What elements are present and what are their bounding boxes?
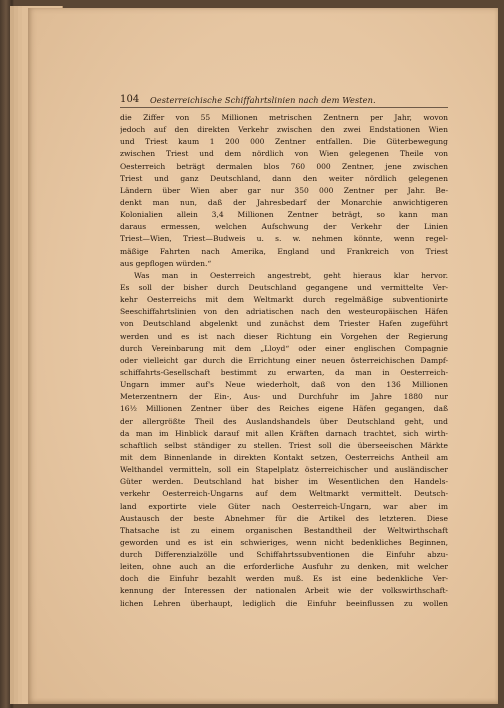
text-line: Seeschiffahrtslinien von den adriatischen nach den westeuropäischen Häfen — [120, 307, 448, 317]
text-line: durch Vereinbarung mit dem „Lloyd“ oder einer englischen Compagnie — [120, 343, 448, 353]
text-line: von Deutschland abgelenkt und zunächst dem Triester Hafen zugeführt — [120, 319, 448, 329]
text-line: 16½ Millionen Zentner über des Reiches eigene Häfen gegangen, daß — [120, 404, 448, 414]
text-line: verkehr Oesterreich-Ungarns auf dem Weltmarkt vermittelt. Deutsch- — [120, 489, 448, 499]
text-line: die Ziffer von 55 Millionen metrischen Zentnern per Jahr, wovon — [120, 113, 448, 122]
text-line: aus gepflogen würden.“ — [120, 258, 212, 268]
running-title: Oesterreichische Schiffahrtslinien nach dem Westen. — [150, 95, 376, 105]
text-line: mit dem Binnenlande in direkten Kontakt setzen, Oesterreichs Antheil am — [120, 452, 448, 462]
text-line: Triest und ganz Deutschland, dann den weiter nördlich gelegenen — [120, 173, 448, 183]
text-line: Austausch der beste Abnehmer für die Artikel des letzteren. Diese — [120, 513, 448, 523]
text-line: schiffahrts-Gesellschaft bestimmt zu erwarten, da man in Oesterreich- — [120, 367, 448, 377]
page-number: 104 — [120, 94, 140, 105]
text-line: Kolonialien allein 3,4 Millionen Zentner beträgt, so kann man — [120, 210, 448, 220]
text-line: Es soll der bisher durch Deutschland gegangene und vermittelte Ver- — [120, 282, 448, 292]
text-line: und Triest kaum 1 200 000 Zentner entfallen. Die Güterbewegung — [120, 137, 448, 147]
text-line: geworden und es ist ein schwieriges, wenn nicht bedenkliches Beginnen, — [120, 537, 448, 547]
text-line: der allergrößte Theil des Auslandshandels über Deutschland geht, und — [120, 416, 448, 426]
text-line: Meterzentnern der Ein-, Aus- und Durchfuhr im Jahre 1880 nur — [120, 392, 448, 402]
body-text — [120, 112, 448, 610]
text-line: zwischen Triest und dem nördlich von Wien gelegenen Theile von — [120, 149, 448, 159]
text-line: Güter werden. Deutschland hat bisher im Wesentlichen den Handels- — [120, 477, 448, 487]
text-line: kennung der Interessen der nationalen Arbeit wie der volkswirthschaft- — [120, 586, 448, 596]
text-line: mäßige Fahrten nach Amerika, England und Frankreich von Triest — [120, 246, 448, 256]
text-line: denkt man nun, daß der Jahresbedarf der Monarchie anwichtigeren — [120, 197, 448, 207]
text-line: daraus ermessen, welchen Aufschwung der Verkehr der Linien — [120, 222, 448, 232]
text-line: Ungarn immer auf's Neue wiederholt, daß von den 136 Millionen — [120, 380, 448, 390]
text-line: Triest—Wien, Triest—Budweis u. s. w. nehmen könnte, wenn regel- — [120, 234, 448, 244]
text-line: Oesterreich beträgt dermalen blos 760 000 Zentner, jene zwischen — [120, 161, 448, 171]
text-line: Thatsache ist zu einem organischen Bestandtheil der Weltwirthschaft — [120, 525, 448, 535]
text-line: kehr Oesterreichs mit dem Weltmarkt durch regelmäßige subventionirte — [120, 295, 448, 305]
text-line: leiten, ohne auch an die erforderliche Ausfuhr zu denken, mit welcher — [120, 562, 448, 572]
text-line: durch Differenzialzölle und Schiffahrtssubventionen die Einfuhr abzu- — [120, 550, 448, 560]
text-line: da man im Hinblick darauf mit allen Kräften darnach trachtet, sich wirth- — [120, 428, 448, 438]
text-line: doch die Einfuhr bezahlt werden muß. Es ist eine bedenkliche Ver- — [120, 574, 448, 584]
text-line: Ländern über Wien aber gar nur 350 000 Zentner per Jahr. Be- — [120, 185, 448, 195]
text-line: jedoch auf den direkten Verkehr zwischen den zwei Endstationen Wien — [120, 125, 448, 135]
text-line: land exportirte viele Güter nach Oesterreich-Ungarn, war aber im — [120, 501, 448, 511]
text-line: Welthandel vermitteln, soll ein Stapelplatz österreichischer und ausländischer — [120, 465, 448, 475]
text-line: werden und es ist nach dieser Richtung ein Vorgehen der Regierung — [120, 331, 448, 341]
text-line: oder vielleicht gar durch die Errichtung einer neuen österreichischen Dampf- — [120, 355, 448, 365]
header-rule — [120, 107, 448, 108]
text-line: lichen Lehren überhaupt, lediglich die Einfuhr beeinflussen zu wollen — [120, 598, 448, 608]
text-line: schaftlich selbst ständiger zu stellen. Triest soll die überseeischen Märkte — [120, 440, 448, 450]
text-line: Was man in Oesterreich angestrebt, geht hieraus klar hervor. — [134, 270, 448, 280]
